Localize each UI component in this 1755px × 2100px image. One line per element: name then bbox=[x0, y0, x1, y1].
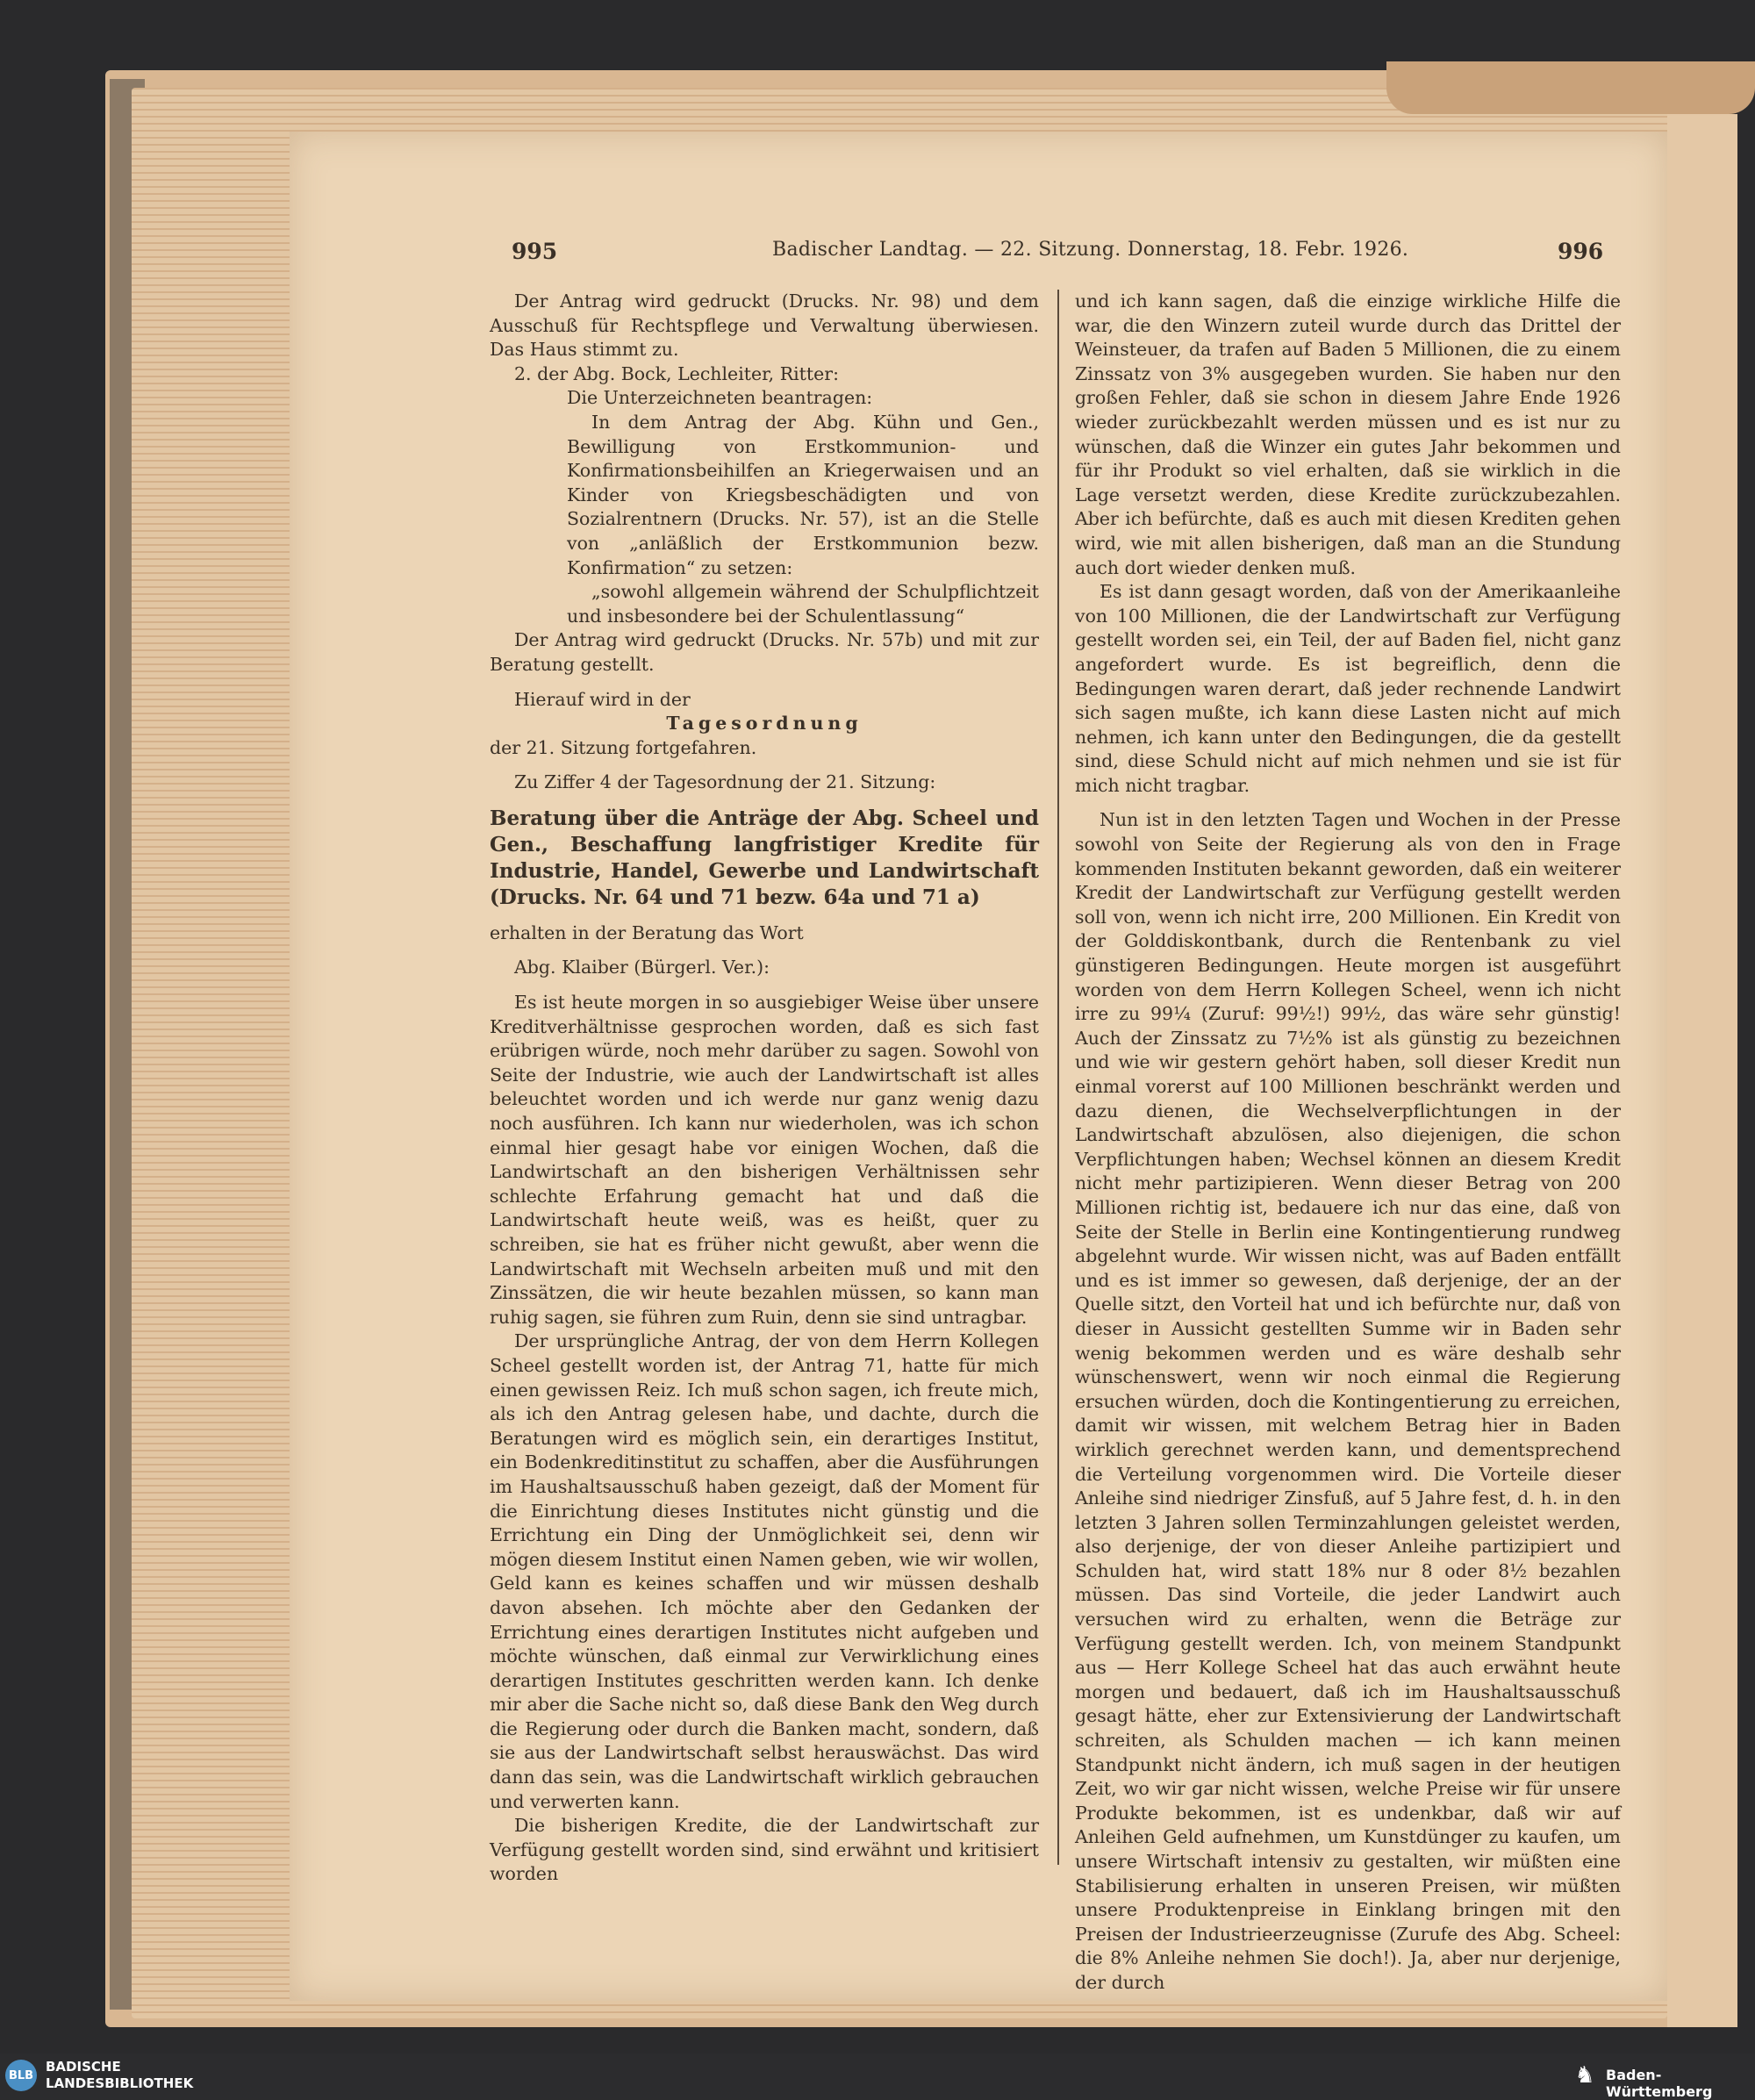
library-name[interactable] bbox=[46, 2059, 193, 2092]
page-number-right: 996 bbox=[1558, 239, 1604, 264]
viewer-footer bbox=[0, 2053, 1755, 2098]
running-head: Badischer Landtag. — 22. Sitzung. Donnerstag, 18. Febr. 1926. bbox=[772, 239, 1409, 261]
coat-of-arms-icon[interactable]: ♞ bbox=[1574, 2062, 1595, 2089]
motion-intro: Die Unterzeichneten beantragen: bbox=[567, 387, 873, 409]
motion-quote: „sowohl allgemein während der Schulpflichtzeit und insbesondere bei der Schulentlassung“ bbox=[567, 581, 1039, 627]
agenda-item-title: Beratung über die Anträge der Abg. Scheel und Gen., Beschaffung langfristiger Kredite für Industrie, Handel, Gewerbe und Landwirtschaft (Drucks. Nr. 64 und 71 bezw. 64a und 71 a) bbox=[490, 806, 1039, 909]
column-rule bbox=[1057, 290, 1059, 1865]
page-number-left: 995 bbox=[512, 239, 558, 264]
speech-paragraph: Es ist heute morgen in so ausgiebiger Weise über unsere Kreditverhältnisse gesprochen worden, daß es sich fast erübrigen würde, noch mehr darüber zu sagen. Sowohl von Seite der Industrie, wie auch der Landwirtschaft ist alles beleuchtet worden und ich werde nur ganz wenig dazu noch ausführen. Ich kann nur wiederholen, was ich schon einmal hier gesagt habe vor einigen Wochen, daß die Landwirtschaft an den bisherigen Verhältnissen sehr schlechte Erfahrung gemacht hat und daß die Landwirtschaft heute weiß, was es heißt, quer zu schreiben, sie hat es früher nicht gewußt, aber wenn die Landwirtschaft mit Wechseln arbeiten muß und mit den Zinssätzen, die wir heute bezahlen müssen, so kann man ruhig sagen, sie führen zum Ruin, denn sie sind untragbar. bbox=[490, 992, 1039, 1328]
speech-paragraph: Nun ist in den letzten Tagen und Wochen in der Presse sowohl von Seite der Regierung als von den in Frage kommenden Instituten bekannt geworden, daß ein weiterer Kredit der Landwirtschaft zur Verfügung gestellt werden soll von, wenn ich nicht irre, 200 Millionen. Ein Kredit von der Golddiskontbank, durch die Rentenbank zu viel günstigeren Bedingungen. Heute morgen ist ausgeführt worden von dem Herrn Kollegen Scheel, wenn ich nicht irre zu 99¼ (Zuruf: 99½!) 99½, das wäre sehr günstig! Auch der Zinssatz zu 7½% ist als günstig zu bezeichnen und wie wir gestern gehört haben, soll dieser Kredit nun einmal vorerst auf 100 Millionen beschränkt werden und dazu dienen, die Wechselverpflichtungen in der Landwirtschaft abzulösen, also diejenigen, die schon Verpflichtungen haben; Wechsel können an diesem Kredit nicht mehr partizipieren. Wenn dieser Betrag von 200 Millionen richtig ist, bedauere ich nur das eine, daß von Seite der Stelle in Berlin eine Kontingentierung rundweg abgelehnt wurde. Wir wissen nicht, was auf Baden entfällt und es ist immer so gewesen, daß derjenige, der an der Quelle sitzt, den Vorteil hat und ich befürchte nur, daß von dieser in Aussicht gestellten Summe wir in Baden sehr wenig bekommen werden und es wäre deshalb sehr wünschenswert, wenn wir noch einmal die Regierung ersuchen würden, doch die Kontingentierung zu erreichen, damit wir wissen, mit welchem Betrag hier in Baden wirklich gerechnet werden kann, und dementsprechend die Verteilung vorgenommen wird. Die Vorteile dieser Anleihe sind niedriger Zinsfuß, auf 5 Jahre fest, d. h. in den letzten 3 Jahren sollen Terminzahlungen geleistet werden, also derjenige, der von dieser Anleihe partizipiert und Schulden hat, wird statt 18% nur 8 oder 8½ bezahlen müssen. Das sind Vorteile, die jeder Landwirt auch versuchen wird zu erhalten, wenn die Beträge zur Verfügung gestellt werden. Ich, von meinem Standpunkt aus — Herr Kollege Scheel hat das auch erwähnt heute morgen und bedauert, daß ich im Haushaltsausschuß gesagt hätte, eher zur Extensivierung der Landwirtschaft schreiten, als Schulden machen — ich kann meinen Standpunkt nicht ändern, ich muß sagen in der heutigen Zeit, wo wir gar nicht wissen, welche Preise wir für unsere Produkte bekommen, ist es undenkbar, daß wir auf Anleihen Geld aufnehmen, um Kunstdünger zu kaufen, um unsere Wirtschaft intensiv zu gestalten, wir müßten eine Stabilisierung erhalten in unseren Preisen, wir müßten unsere Produktenpreise in Einklang bringen mit den Preisen der Industrieerzeugnisse (Zurufe des Abg. Scheel: die 8% Anleihe nehmen Sie doch!). Ja, aber nur derjenige, der durch bbox=[1075, 809, 1621, 1993]
right-column bbox=[1075, 290, 1621, 1996]
speech-paragraph: Der ursprüngliche Antrag, der von dem Herrn Kollegen Scheel gestellt worden ist, der Antrag 71, hatte für mich einen gewissen Reiz. Ich muß schon sagen, ich freute mich, als ich den Antrag gelesen habe, und dachte, durch die Beratungen wird es möglich sein, ein derartiges Institut, ein Bodenkreditinstitut zu schaffen, aber die Ausführungen im Haushaltsausschuß haben gezeigt, daß der Moment für die Einrichtung dieses Institutes nicht günstig und die Errichtung ein Ding der Unmöglichkeit sei, denn wir mögen diesem Institut einen Namen geben, wie wir wollen, Geld kann es keines schaffen und wir müssen deshalb davon absehen. Ich möchte aber den Gedanken der Errichtung eines derartigen Institutes nicht aufgeben und möchte wünschen, daß einmal zur Verwirklichung eines derartigen Institutes geschritten werden kann. Ich denke mir aber die Sache nicht so, daß diese Bank den Weg durch die Regierung oder durch die Banken macht, sondern, daß sie aus der Landwirtschaft selbst herauswächst. Das wird dann das sein, was die Landwirtschaft wirklich gebrauchen und verwerten kann. bbox=[490, 1330, 1039, 1812]
library-name-line1: BADISCHE bbox=[46, 2059, 121, 2075]
facing-page-edge bbox=[1667, 114, 1737, 2027]
left-column bbox=[490, 290, 1039, 1887]
paragraph: der 21. Sitzung fortgefahren. bbox=[490, 736, 757, 758]
state-brand[interactable]: Baden-Württemberg bbox=[1606, 2067, 1713, 2100]
speech-paragraph: Es ist dann gesagt worden, daß von der Amerikaanleihe von 100 Millionen, die der Landwirtschaft zur Verfügung gestellt worden sei, ein Teil, der auf Baden fiel, nicht ganz angefordert wurde. Es ist begreiflich, denn die Bedingungen waren derart, daß jeder rechnende Landwirt sich sagen mußte, ich kann diese Lasten nicht auf mich nehmen, ich kann unter den Bedingungen, die da gestellt sind, diese Schuld nicht auf mich nehmen und sie ist für mich nicht tragbar. bbox=[1075, 581, 1621, 796]
speech-paragraph: und ich kann sagen, daß die einzige wirkliche Hilfe die war, die den Winzern zuteil wurde durch das Drittel der Weinsteuer, da trafen auf Baden 5 Millionen, die zu einem Zinssatz von 3% ausgegeben wurden. Sie haben nur den großen Fehler, daß sie schon in diesem Jahre Ende 1926 wieder zurückbezahlt werden müssen und es ist nur zu wünschen, daß die Winzer ein gutes Jahr bekommen und für ihr Produkt so viel erhalten, daß sie wirklich in die Lage versetzt werden, diese Kredite zurückzubezahlen. Aber ich befürchte, daß es auch mit diesen Krediten gehen wird, wie mit allen bisherigen, daß man an die Stundung auch dort wieder denken muß. bbox=[1075, 290, 1621, 578]
library-name-line2: LANDESBIBLIOTHEK bbox=[46, 2075, 194, 2091]
motion-text: In dem Antrag der Abg. Kühn und Gen., Bewilligung von Erstkommunion- und Konfirmationsbeihilfen an Kriegerwaisen und an Kinder von Kriegsbeschädigten und von Sozialrentnern (Drucks. Nr. 57), ist an die Stelle von „anläßlich der Erstkommunion bezw. Konfirmation“ zu setzen: bbox=[567, 411, 1039, 578]
paragraph: Zu Ziffer 4 der Tagesordnung der 21. Sitzung: bbox=[514, 771, 936, 793]
paragraph: Der Antrag wird gedruckt (Drucks. Nr. 98) und dem Ausschuß für Rechtspflege und Verwaltung überwiesen. Das Haus stimmt zu. bbox=[490, 290, 1039, 361]
speech-paragraph: Die bisherigen Kredite, die der Landwirtschaft zur Verfügung gestellt worden sind, sind erwähnt und kritisiert worden bbox=[490, 1815, 1039, 1885]
blb-logo-icon[interactable]: BLB bbox=[5, 2060, 37, 2091]
paragraph: Hierauf wird in der bbox=[514, 688, 691, 710]
motion-heading: 2. der Abg. Bock, Lechleiter, Ritter: bbox=[514, 362, 840, 384]
section-heading: Tagesordnung bbox=[666, 713, 863, 735]
paragraph: Der Antrag wird gedruckt (Drucks. Nr. 57b) und mit zur Beratung gestellt. bbox=[490, 629, 1039, 675]
paragraph: erhalten in der Beratung das Wort bbox=[490, 921, 804, 943]
speaker-label: Abg. Klaiber (Bürgerl. Ver.): bbox=[514, 957, 770, 978]
binding-strap bbox=[1386, 61, 1755, 114]
